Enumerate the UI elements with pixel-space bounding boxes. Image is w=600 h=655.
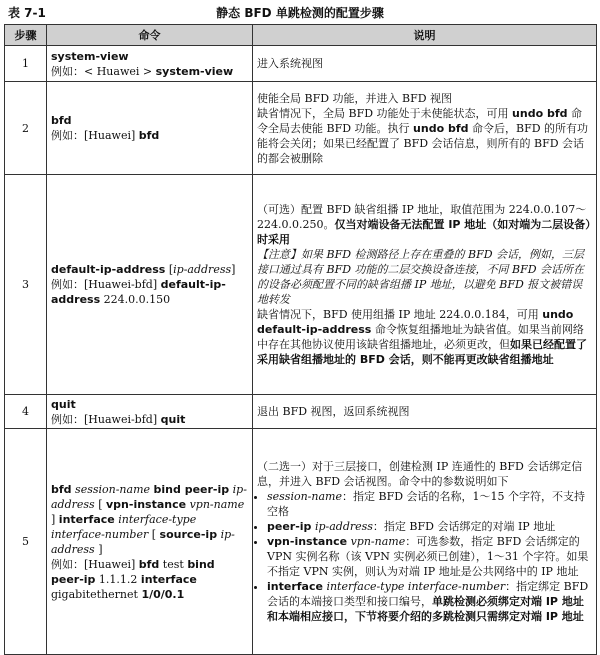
keyword-text: 仅当对端设备无法配置 IP 地址（如对端为二层设备）时采用 — [257, 218, 591, 246]
table-row — [5, 175, 597, 395]
text: （二选一）对于三层接口，创建检测 IP 连通性的 BFD 会话绑定信息，并进入 BFD 会话视图。命令中的参数说明如下 — [257, 460, 583, 488]
config-steps-table — [4, 24, 597, 655]
text: 命令全局去使能 BFD 功能。执行 — [257, 106, 582, 135]
keyword-text: interface — [140, 572, 197, 586]
list-item — [267, 489, 592, 519]
text: 例如：< Huawei > — [51, 64, 156, 78]
parameter-text: ip-address — [51, 527, 235, 556]
keyword-text: vpn-instance — [106, 497, 187, 511]
text: 缺省情况下，BFD 使用组播 IP 地址 224.0.0.184，可用 — [257, 308, 543, 321]
header-step: 步骤 — [5, 25, 47, 46]
text: 命令恢复组播地址为缺省值。如果当前网络中存在其他协议使用该缺省组播地址，必须更改，但 — [257, 323, 584, 351]
text: ] — [231, 263, 236, 276]
text: ] — [94, 542, 103, 556]
parameter-text: ip-address — [314, 520, 373, 533]
step-number: 1 — [5, 46, 47, 82]
parameter-text: interface-type interface-number — [51, 512, 197, 541]
text: 例如：[Huawei] — [51, 129, 139, 142]
command-cell — [47, 429, 253, 655]
description-cell — [253, 82, 597, 175]
keyword-text: bfd — [51, 114, 72, 127]
keyword-text: bind peer-ip — [51, 557, 215, 586]
keyword-text: undo bfd — [512, 106, 568, 120]
parameter-list — [257, 489, 592, 624]
keyword-text: interface — [58, 512, 115, 526]
list-item — [267, 519, 592, 534]
keyword-text: bfd — [138, 557, 160, 571]
header-description: 说明 — [253, 25, 597, 46]
keyword-text: interface — [267, 580, 323, 593]
text: ] — [51, 512, 59, 526]
text: 1.1.1.2 — [95, 572, 141, 586]
keyword-text: 单跳检测必须绑定对端 IP 地址和本端相应接口，下节将要介绍的多跳检测只需绑定对端 IP 地址 — [267, 595, 584, 623]
text: 进入系统视图 — [257, 57, 323, 70]
step-number: 5 — [5, 429, 47, 655]
text: （可选）配置 BFD 缺省组播 IP 地址，取值范围为 224.0.0.107～224.0.0.250。 — [257, 203, 587, 231]
command-cell — [47, 175, 253, 395]
description-cell — [253, 46, 597, 82]
text: ：指定 BFD 会话绑定的对端 IP 地址 — [372, 520, 556, 533]
text: [ — [94, 497, 106, 511]
text: 例如：[Huawei-bfd] — [51, 278, 161, 291]
keyword-text: undo bfd — [413, 121, 469, 135]
text: [ — [148, 527, 160, 541]
parameter-text: interface-type interface-number — [326, 580, 506, 593]
keyword-text: system-view — [51, 49, 129, 63]
parameter-text: session-name — [267, 490, 342, 503]
keyword-text: 1/0/0.1 — [141, 587, 185, 601]
description-cell — [253, 429, 597, 655]
keyword-text: quit — [51, 397, 76, 411]
text: 使能全局 BFD 功能，并进入 BFD 视图 — [257, 91, 453, 105]
keyword-text: 如果已经配置了采用缺省组播地址的 BFD 会话，则不能再更改缺省组播地址 — [257, 338, 587, 366]
keyword-text: system-view — [155, 64, 234, 78]
text: [ — [165, 263, 174, 276]
table-row — [5, 429, 597, 655]
table-row — [5, 395, 597, 429]
keyword-text: default-ip-address — [51, 263, 166, 276]
command-cell — [47, 395, 253, 429]
text: 224.0.0.150 — [100, 293, 171, 306]
parameter-text: vpn-name — [350, 535, 406, 548]
table-title: 静态 BFD 单跳检测的配置步骤 — [216, 6, 384, 20]
step-number: 3 — [5, 175, 47, 395]
keyword-text: bfd — [138, 129, 160, 142]
table-row — [5, 46, 597, 82]
text: 例如：[Huawei-bfd] — [51, 412, 161, 426]
parameter-text: ip-address — [51, 482, 247, 511]
step-number: 2 — [5, 82, 47, 175]
parameter-text: vpn-name — [189, 497, 245, 511]
description-intro — [257, 459, 592, 489]
step-number: 4 — [5, 395, 47, 429]
parameter-text: ip-address — [173, 263, 232, 276]
text: 缺省情况下，全局 BFD 功能处于未使能状态，可用 — [257, 106, 513, 120]
text: gigabitethernet — [51, 587, 142, 601]
list-item — [267, 579, 592, 624]
note-text: 【注意】如果 BFD 检测路径上存在重叠的 BFD 会话，例如，三层接口通过具有 BFD 功能的二层交换设备连接，不同 BFD 会话所在的设备必须配置不同的缺省组播 IP 地址，以避免 BFD 报文被错误地转发 — [257, 248, 585, 306]
text: test — [159, 557, 188, 571]
list-item — [267, 534, 592, 579]
command-cell — [47, 46, 253, 82]
text: 退出 BFD 视图，返回系统视图 — [257, 405, 410, 418]
keyword-text: quit — [160, 412, 186, 426]
table-header-row — [5, 25, 597, 46]
table-number: 表 7-1 — [8, 6, 46, 20]
text: ：指定绑定 BFD 会话的本端接口类型和接口编号， — [267, 580, 589, 608]
text: ：指定 BFD 会话的名称，1～15 个字符，不支持空格 — [267, 490, 586, 518]
table-row — [5, 82, 597, 175]
text: ：可选参数，指定 BFD 会话绑定的 VPN 实例名称（该 VPN 实例必须已创建），1～31 个字符。如果不指定 VPN 实例，则认为对端 IP 地址是公共网络中的 IP 地址 — [267, 535, 589, 578]
keyword-text: undo default-ip-address — [257, 308, 574, 336]
text: 例如：[Huawei] — [51, 557, 139, 571]
table-caption — [0, 0, 600, 24]
keyword-text: source-ip — [159, 527, 218, 541]
description-cell — [253, 175, 597, 395]
keyword-text: bfd — [51, 482, 72, 496]
keyword-text: bind peer-ip — [153, 482, 230, 496]
description-cell — [253, 395, 597, 429]
header-command: 命令 — [47, 25, 253, 46]
parameter-text: session-name — [75, 482, 151, 496]
keyword-text: default-ip-address — [51, 278, 226, 306]
text: 命令后，BFD 的所有功能将会关闭；如果已经配置了 BFD 会话信息，则所有的 BFD 会话的都会被删除 — [257, 121, 589, 165]
keyword-text: vpn-instance — [267, 535, 348, 548]
keyword-text: peer-ip — [267, 520, 312, 533]
command-cell — [47, 82, 253, 175]
